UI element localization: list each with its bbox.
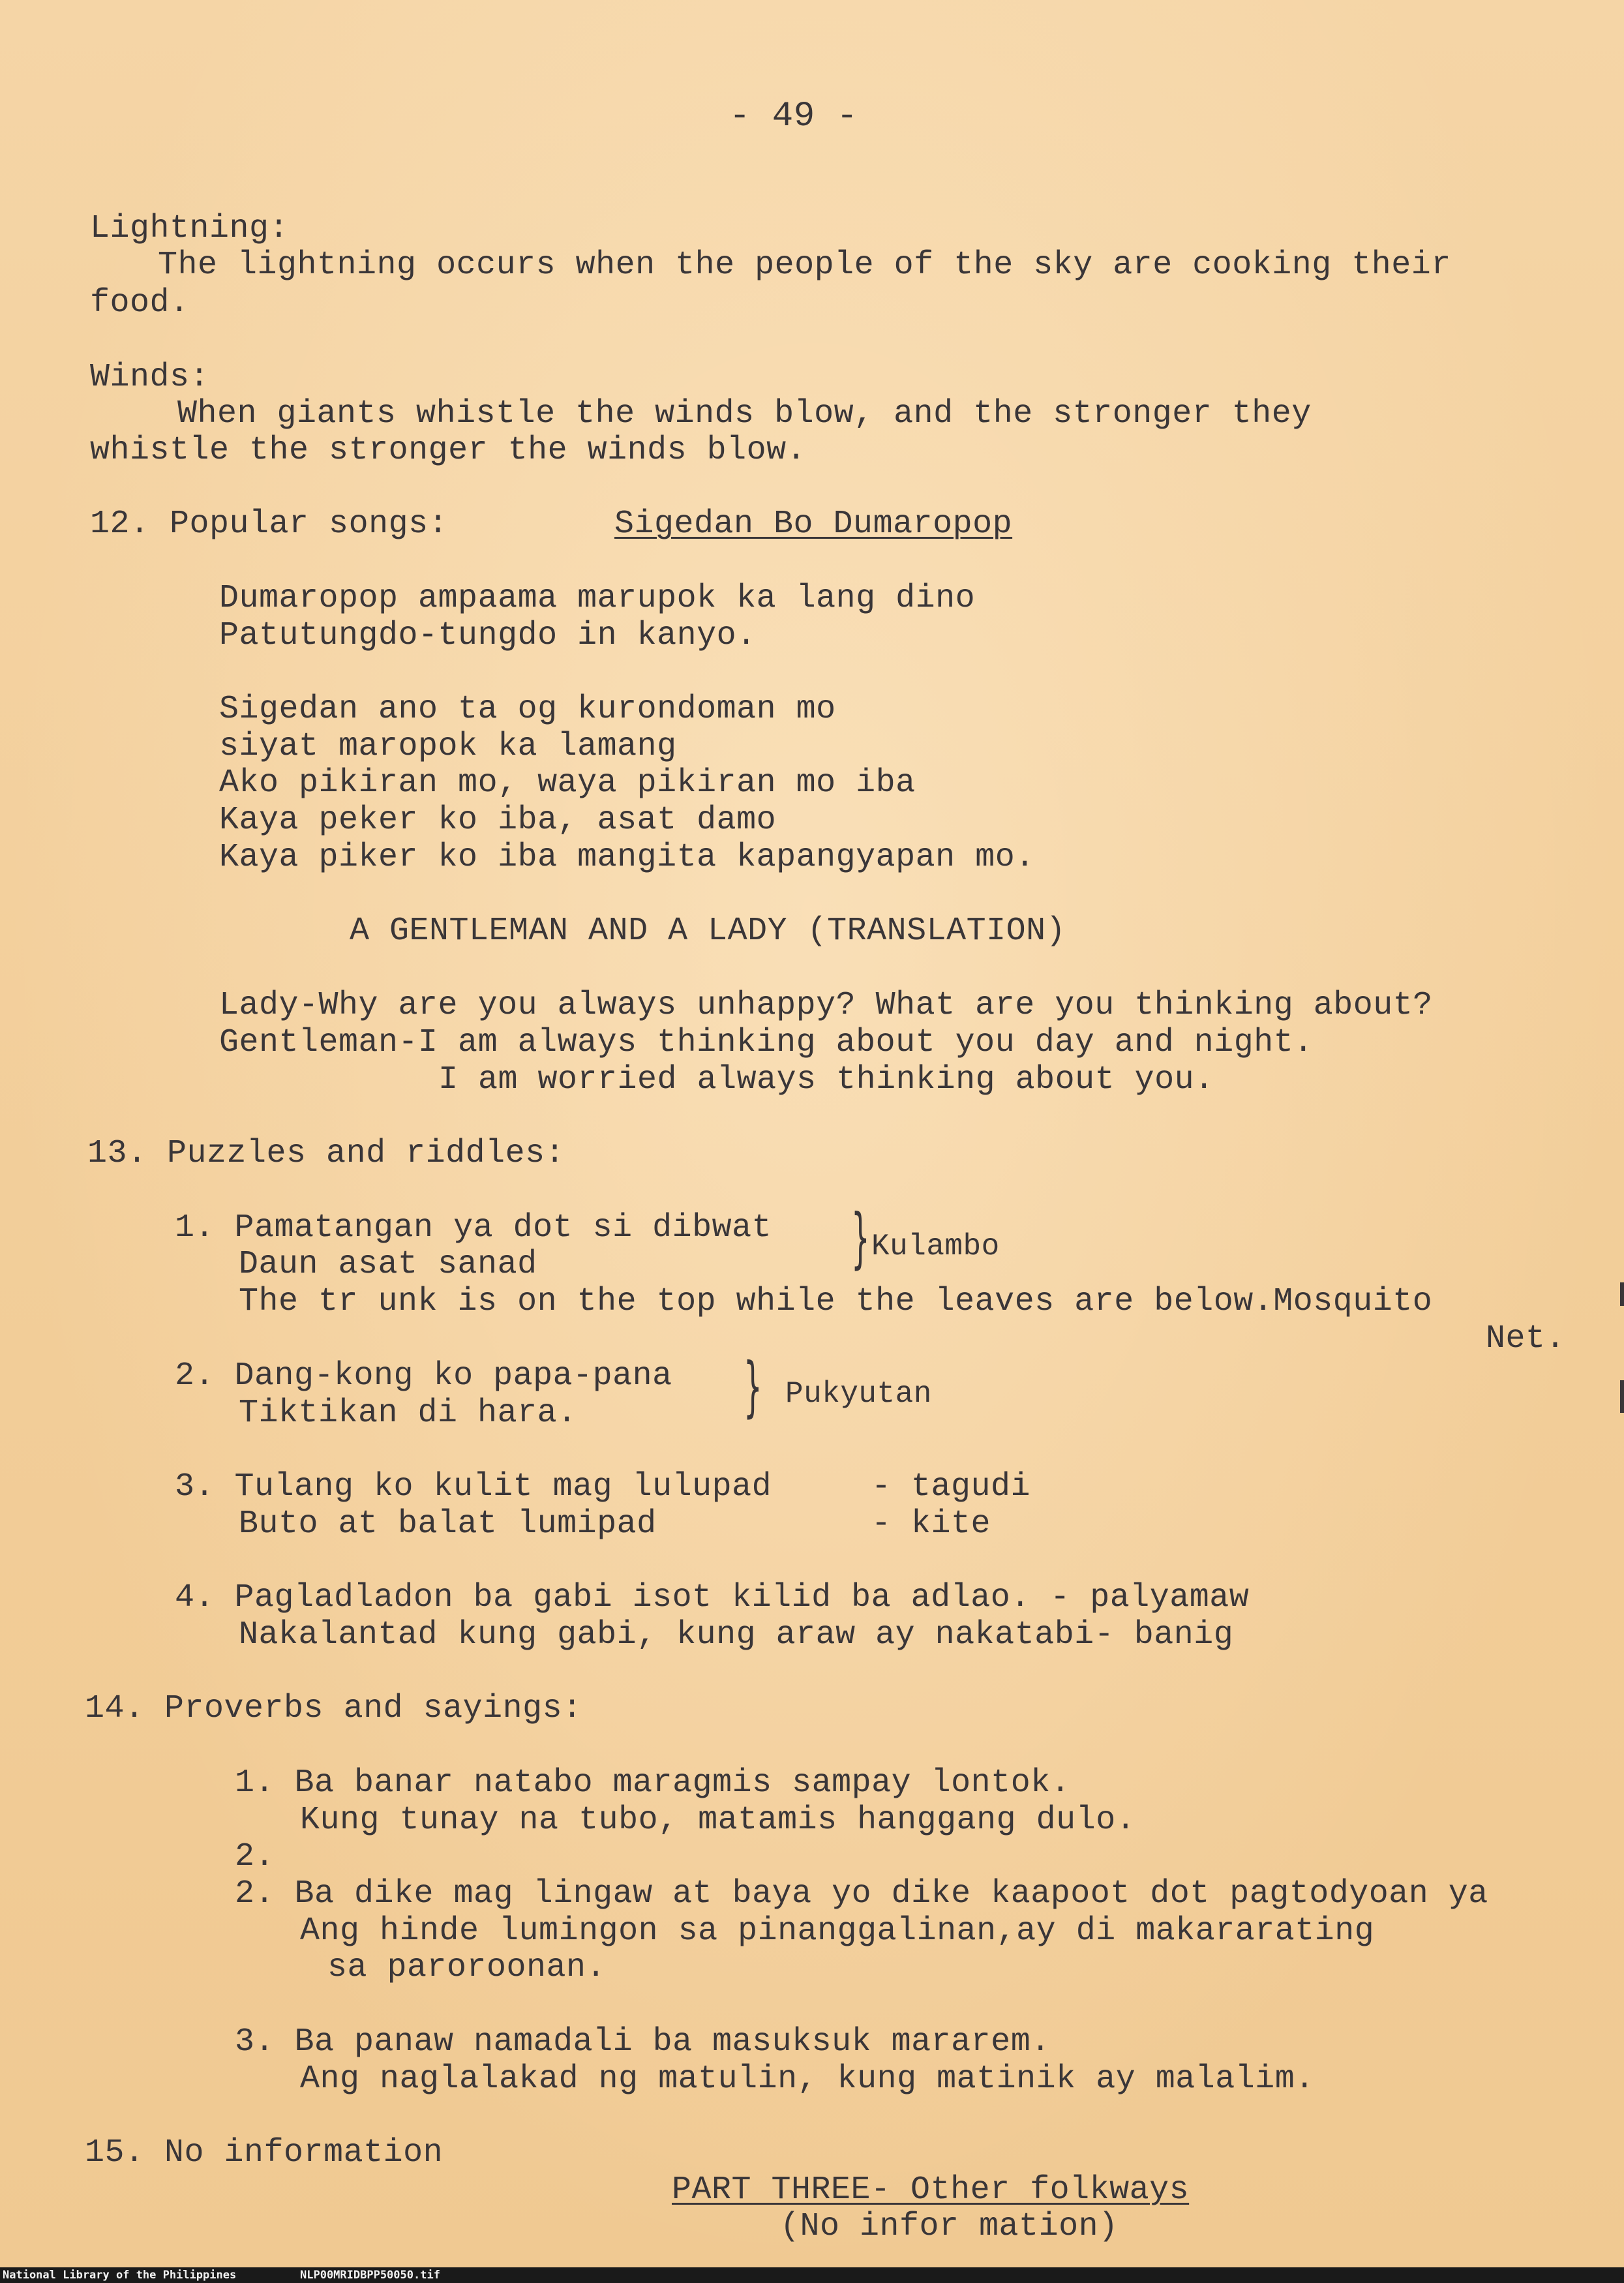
riddle-answer: - kite [871, 1505, 991, 1543]
riddle-line: Daun asat sanad [239, 1246, 537, 1283]
proverb-line: Ang naglalakad ng matulin, kung matinik ay malalim. [300, 2061, 1315, 2098]
winds-text-line: When giants whistle the winds blow, and the stronger they [177, 395, 1312, 432]
riddle-answer: Kulambo [871, 1230, 1000, 1263]
song-line: Kaya piker ko iba mangita kapangyapan mo. [219, 839, 1035, 876]
riddle-translation-end: Net. [1486, 1320, 1566, 1357]
riddle-line: Tiktikan di hara. [239, 1395, 577, 1432]
riddle-line: Nakalantad kung gabi, kung araw ay nakatabi- banig [239, 1616, 1234, 1654]
footer-library: National Library of the Philippines [3, 2269, 237, 2282]
page-number: - 49 - [729, 97, 858, 136]
edge-mark [1620, 1282, 1624, 1306]
translation-line: Lady-Why are you always unhappy? What are you thinking about? [219, 987, 1433, 1024]
riddle-line: 1. Pamatangan ya dot si dibwat [175, 1209, 772, 1247]
brace-icon: } [744, 1348, 762, 1425]
riddle-answer: Pukyutan [785, 1377, 932, 1411]
song-line: Patutungdo-tungdo in kanyo. [219, 617, 757, 654]
riddles-label: 13. Puzzles and riddles: [87, 1135, 565, 1172]
proverb-line: sa paroroonan. [327, 1949, 607, 1986]
song-title: Sigedan Bo Dumaropop [614, 506, 1013, 543]
footer-filename: NLP00MRIDBPP50050.tif [300, 2269, 440, 2282]
song-line: Kaya peker ko iba, asat damo [219, 802, 777, 839]
proverb-stray-number: 2. [235, 1838, 275, 1875]
proverb-line: 3. Ba panaw namadali ba masuksuk mararem. [235, 2023, 1051, 2061]
riddle-line: 2. Dang-kong ko papa-pana [175, 1357, 672, 1395]
riddle-translation: The tr unk is on the top while the leaves are below.Mosquito [239, 1283, 1433, 1320]
proverb-line: 2. Ba dike mag lingaw at baya yo dike kaapoot dot pagtodyoan ya [235, 1875, 1488, 1913]
translation-title: A GENTLEMAN AND A LADY (TRANSLATION) [350, 913, 1066, 950]
part-three-note: (No infor mation) [780, 2208, 1119, 2245]
winds-text-line: whistle the stronger the winds blow. [90, 432, 807, 469]
translation-line: I am worried always thinking about you. [438, 1061, 1214, 1098]
riddle-line: 3. Tulang ko kulit mag lulupad [175, 1468, 772, 1505]
item-15: 15. No information [85, 2134, 444, 2171]
lightning-text-line: The lightning occurs when the people of the sky are cooking their [158, 247, 1451, 284]
proverb-line: Ang hinde lumingon sa pinanggalinan,ay di makararating [300, 1913, 1375, 1950]
songs-label: 12. Popular songs: [90, 506, 449, 543]
translation-line: Gentleman-I am always thinking about you day and night. [219, 1024, 1314, 1061]
lightning-text-line: food. [90, 284, 190, 322]
proverb-line: Kung tunay na tubo, matamis hanggang dulo. [300, 1802, 1136, 1839]
riddle-line: Buto at balat lumipad [239, 1505, 657, 1543]
brace-icon: } [851, 1200, 870, 1276]
song-line: siyat maropok ka lamang [219, 728, 677, 765]
proverb-line: 1. Ba banar natabo maragmis sampay lontok. [235, 1764, 1071, 1802]
riddle-line: 4. Pagladladon ba gabi isot kilid ba adlao. - palyamaw [175, 1579, 1250, 1616]
song-line: Sigedan ano ta og kurondoman mo [219, 691, 836, 728]
proverbs-label: 14. Proverbs and sayings: [85, 1690, 582, 1727]
song-line: Dumaropop ampaama marupok ka lang dino [219, 580, 976, 617]
edge-mark [1620, 1380, 1624, 1413]
scan-footer [0, 2267, 1624, 2283]
winds-heading: Winds: [90, 359, 210, 396]
song-line: Ako pikiran mo, waya pikiran mo iba [219, 764, 916, 802]
riddle-answer: - tagudi [871, 1468, 1031, 1505]
part-three-title: PART THREE- Other folkways [672, 2171, 1190, 2209]
lightning-heading: Lightning: [90, 210, 290, 247]
